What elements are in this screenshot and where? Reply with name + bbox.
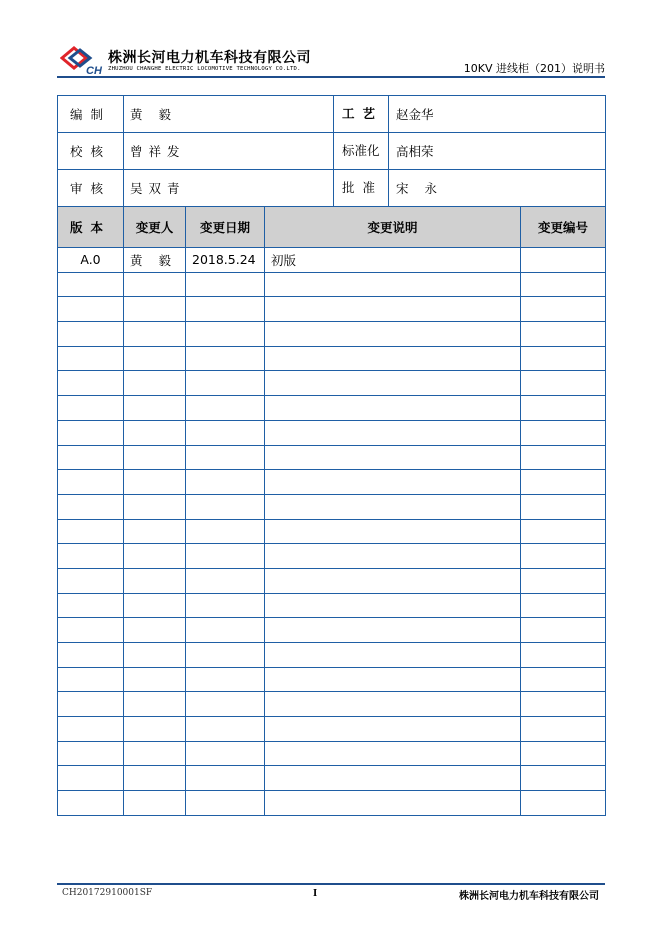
version-cell [58,322,124,347]
change-description-cell [265,643,521,668]
version-cell [58,494,124,519]
change-number-cell [521,717,606,742]
table-row [58,618,606,643]
version-cell: A.0 [58,248,124,273]
change-description-cell [265,272,521,297]
change-description-cell [265,396,521,421]
changer-cell [124,346,186,371]
version-cell [58,643,124,668]
footer-rule [57,883,605,885]
table-row [58,568,606,593]
document-title: 10KV 进线柜（201）说明书 [463,62,605,75]
change-number-cell [521,445,606,470]
craft-cell [334,96,606,133]
change-date-cell [186,568,265,593]
change-description-cell [265,692,521,717]
approve-value: 宋 永 [396,181,444,196]
table-row [58,371,606,396]
change-date-cell [186,346,265,371]
change-header-row [58,207,606,248]
review-label: 审核 [58,170,124,207]
changer-cell [124,420,186,445]
version-cell [58,519,124,544]
change-date-cell [186,741,265,766]
version-cell [58,470,124,495]
change-description-cell [265,667,521,692]
changer-cell: 黄 毅 [124,248,186,273]
changer-cell [124,544,186,569]
approve-label: 批准 [334,170,389,206]
header-changer: 变更人 [124,207,186,248]
change-description-cell [265,593,521,618]
change-number-cell [521,643,606,668]
table-row [58,297,606,322]
change-date-cell [186,396,265,421]
table-row [58,494,606,519]
header-change-number: 变更编号 [521,207,606,248]
changer-cell [124,470,186,495]
footer-company: 株洲长河电力机车科技有限公司 [459,891,599,902]
change-number-cell [521,322,606,347]
change-number-cell [521,297,606,322]
change-description-cell [265,322,521,347]
table-row [58,643,606,668]
table-row [58,322,606,347]
changer-cell [124,494,186,519]
standard-label: 标准化 [334,133,389,169]
change-number-cell [521,568,606,593]
header-change-description: 变更说明 [265,207,521,248]
change-number-cell [521,396,606,421]
changer-cell [124,272,186,297]
change-number-cell [521,544,606,569]
compile-label: 编制 [58,96,124,133]
table-row [58,445,606,470]
standard-value: 高相荣 [396,144,434,159]
version-cell [58,297,124,322]
table-row [58,667,606,692]
change-description-cell [265,346,521,371]
change-number-cell [521,420,606,445]
change-date-cell [186,618,265,643]
version-cell [58,272,124,297]
change-number-cell [521,791,606,816]
craft-label: 工艺 [334,96,389,132]
change-description-cell [265,297,521,322]
change-description-cell [265,494,521,519]
table-row [58,766,606,791]
change-date-cell [186,519,265,544]
change-date-cell [186,494,265,519]
header-version: 版本 [58,207,124,248]
table-row [58,692,606,717]
table-row [58,791,606,816]
changer-cell [124,593,186,618]
footer-page-number: I [313,889,318,899]
change-number-cell [521,667,606,692]
change-date-cell [186,544,265,569]
change-date-cell [186,470,265,495]
change-number-cell [521,272,606,297]
table-row [58,420,606,445]
change-number-cell [521,494,606,519]
change-date-cell: 2018.5.24 [186,248,265,273]
change-date-cell [186,593,265,618]
revision-table [57,95,606,816]
company-name-cn: 株洲长河电力机车科技有限公司 [108,50,311,66]
company-logo [60,44,108,76]
change-date-cell [186,692,265,717]
change-number-cell [521,692,606,717]
footer-doc-code: CH20172910001SF [62,888,153,898]
version-cell [58,791,124,816]
table-row [58,272,606,297]
version-cell [58,692,124,717]
change-number-cell [521,593,606,618]
change-date-cell [186,272,265,297]
change-date-cell [186,766,265,791]
version-cell [58,717,124,742]
version-cell [58,593,124,618]
version-cell [58,741,124,766]
check-label: 校核 [58,133,124,170]
change-description-cell [265,470,521,495]
change-description-cell: 初版 [265,248,521,273]
changer-cell [124,371,186,396]
version-cell [58,445,124,470]
changer-cell [124,741,186,766]
table-row [58,741,606,766]
table-row [58,248,606,273]
version-cell [58,544,124,569]
changer-cell [124,766,186,791]
change-date-cell [186,297,265,322]
changer-cell [124,791,186,816]
signoff-row [58,133,606,170]
change-date-cell [186,420,265,445]
compile-value: 黄 毅 [124,96,334,133]
change-description-cell [265,741,521,766]
change-number-cell [521,618,606,643]
table-row [58,396,606,421]
change-date-cell [186,322,265,347]
company-name-en: ZHUZHOU CHANGHE ELECTRIC LOCOMOTIVE TECHNOLOGY CO.LTD. [108,66,301,72]
changer-cell [124,717,186,742]
table-row [58,544,606,569]
change-description-cell [265,445,521,470]
header-rule [57,76,605,78]
changer-cell [124,618,186,643]
version-cell [58,396,124,421]
table-row [58,593,606,618]
changer-cell [124,322,186,347]
changer-cell [124,692,186,717]
version-cell [58,420,124,445]
changer-cell [124,396,186,421]
table-row [58,519,606,544]
change-number-cell [521,741,606,766]
change-description-cell [265,420,521,445]
change-date-cell [186,717,265,742]
header-change-date: 变更日期 [186,207,265,248]
change-description-cell [265,791,521,816]
change-date-cell [186,371,265,396]
standard-cell [334,133,606,170]
change-description-cell [265,766,521,791]
table-row [58,717,606,742]
change-number-cell [521,346,606,371]
version-cell [58,667,124,692]
change-description-cell [265,618,521,643]
change-number-cell [521,371,606,396]
change-number-cell [521,248,606,273]
change-date-cell [186,445,265,470]
version-cell [58,618,124,643]
change-number-cell [521,766,606,791]
changer-cell [124,297,186,322]
change-description-cell [265,519,521,544]
review-value: 吴双青 [124,170,334,207]
changer-cell [124,519,186,544]
change-description-cell [265,568,521,593]
logo-text: CH [86,65,102,76]
craft-value: 赵金华 [396,107,434,122]
change-number-cell [521,470,606,495]
table-row [58,346,606,371]
changer-cell [124,643,186,668]
change-description-cell [265,717,521,742]
change-date-cell [186,643,265,668]
check-value: 曾祥发 [124,133,334,170]
table-row [58,470,606,495]
change-number-cell [521,519,606,544]
version-cell [58,766,124,791]
version-cell [58,346,124,371]
change-date-cell [186,667,265,692]
change-description-cell [265,544,521,569]
version-cell [58,568,124,593]
changer-cell [124,568,186,593]
signoff-row [58,170,606,207]
change-description-cell [265,371,521,396]
changer-cell [124,667,186,692]
signoff-row [58,96,606,133]
version-cell [58,371,124,396]
changer-cell [124,445,186,470]
approve-cell [334,170,606,207]
change-date-cell [186,791,265,816]
